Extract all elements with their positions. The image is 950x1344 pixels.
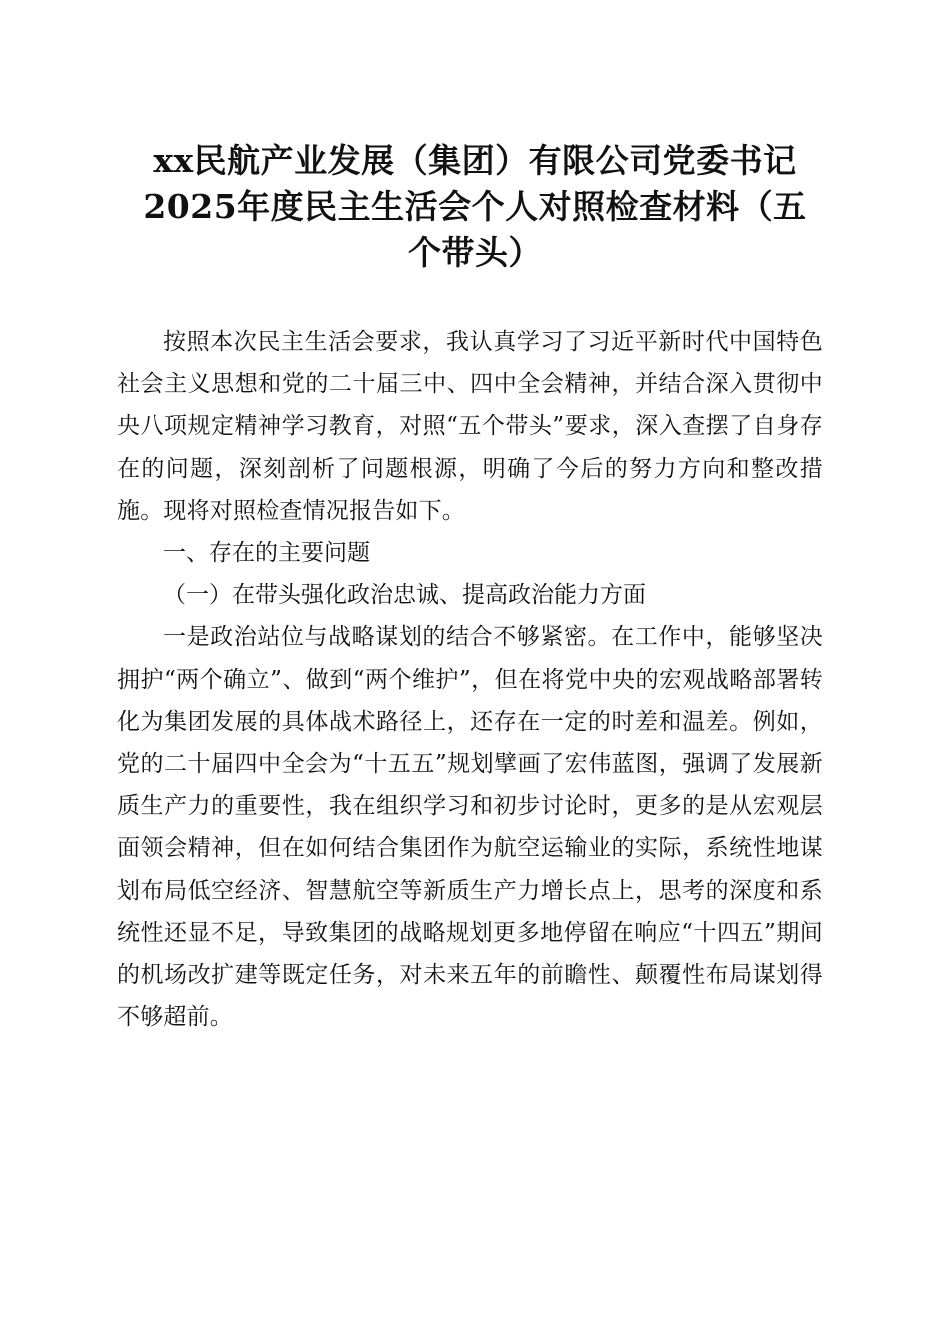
intro-paragraph: 按照本次民主生活会要求，我认真学习了习近平新时代中国特色社会主义思想和党的二十届三中、四中全会精神，并结合深入贯彻中央八项规定精神学习教育，对照“五个带头”要求，深入查摆了自身存在的问题，深刻剖析了问题根源，明确了今后的努力方向和整改措施。现将对照检查情况报告如下。 xyxy=(117,329,823,524)
body-paragraph: 一是政治站位与战略谋划的结合不够紧密。在工作中，能够坚决拥护“两个确立”、做到“两个维护”，但在将党中央的宏观战略部署转化为集团发展的具体战术路径上，还存在一定的时差和温差。例如，党的二十届四中全会为“十五五”规划擘画了宏伟蓝图，强调了发展新质生产力的重要性，我在组织学习和初步讨论时，更多的是从宏观层面领会精神，但在如何结合集团作为航空运输业的实际，系统性地谋划布局低空经济、智慧航空等新质生产力增长点上，思考的深度和系统性还显不足，导致集团的战略规划更多地停留在响应“十四五”期间的机场改扩建等既定任务，对未来五年的前瞻性、颠覆性布局谋划得不够超前。 xyxy=(117,624,823,1031)
document-body xyxy=(117,321,823,1038)
subsection-heading: （一）在带头强化政治忠诚、提高政治能力方面 xyxy=(163,582,646,609)
document-title xyxy=(110,138,840,276)
title-line-3: 个带头） xyxy=(408,233,542,272)
section-heading: 一、存在的主要问题 xyxy=(163,540,370,567)
title-line-1: xx民航产业发展（集团）有限公司党委书记 xyxy=(153,141,797,180)
title-line-2: 2025年度民主生活会个人对照检查材料（五 xyxy=(143,187,807,226)
